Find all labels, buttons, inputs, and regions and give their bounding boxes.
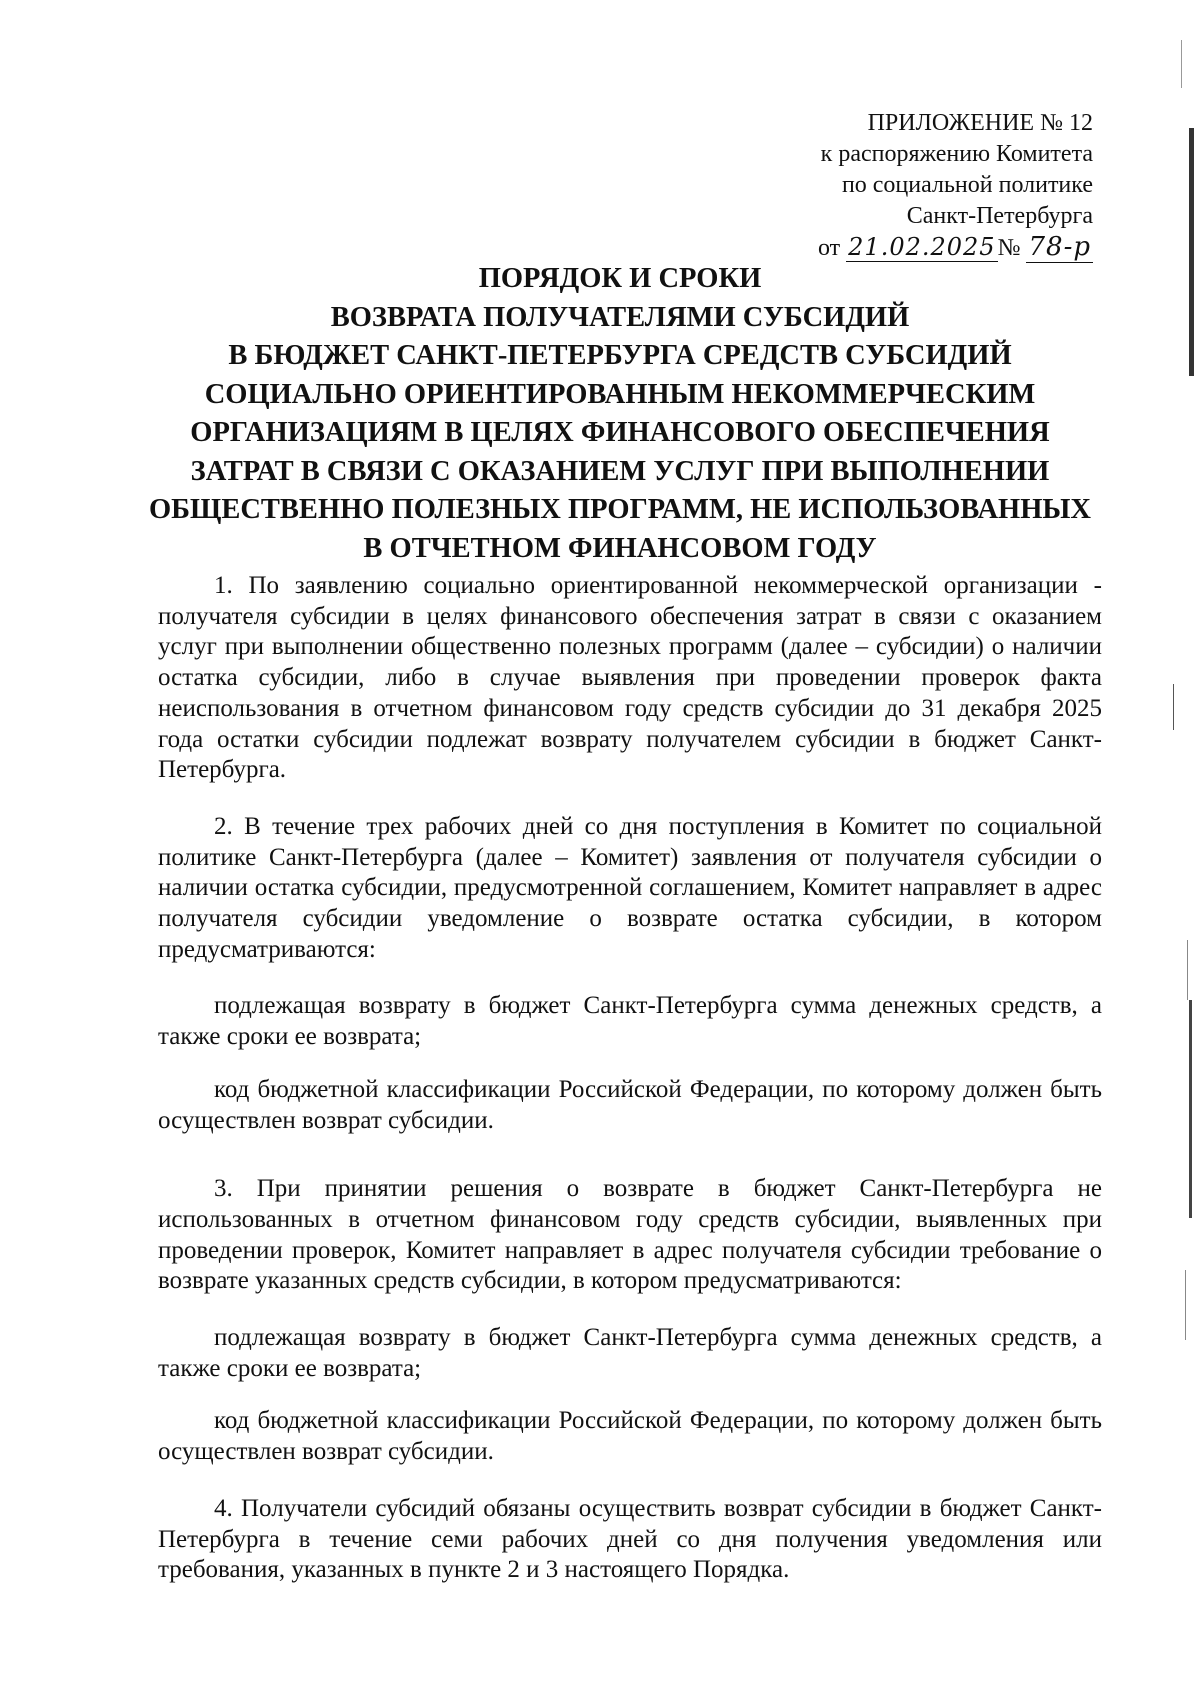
paragraph-1: 1. По заявлению социально ориентированной некоммерческой организации - получателя субсидии в целях финансового обеспечения затрат в связи с оказанием услуг при выполнении общественно полезных программ (далее – субсидии) о наличии остатка субсидии, либо в случае выявления при проведении проверок факта неиспользования в отчетном финансовом году средств субсидии до 31 декабря 2025 года остатки субсидии подлежат возврату получателем субсидии в бюджет Санкт-Петербурга.: [158, 572, 1102, 784]
scan-mark: [1189, 128, 1194, 376]
title-line: ОБЩЕСТВЕННО ПОЛЕЗНЫХ ПРОГРАММ, НЕ ИСПОЛЬЗОВАННЫХ: [149, 494, 1091, 525]
paragraph-2: 2. В течение трех рабочих дней со дня поступления в Комитет по социальной политике Санкт-Петербурга (далее – Комитет) заявления от получателя субсидии о наличии остатка субсидии, предусмотренной соглашением, Комитет направляет в адрес получателя субсидии уведомление о возврате остатка субсидии, в котором предусматриваются:: [158, 812, 1102, 963]
handwritten-date: 21.02.2025: [848, 233, 996, 261]
number-sign: №: [997, 235, 1021, 261]
scan-mark: [1185, 1270, 1186, 1340]
appendix-title: ПРИЛОЖЕНИЕ № 12: [867, 110, 1093, 136]
scan-mark: [1189, 1000, 1192, 1218]
paragraph-3-item-2: код бюджетной классификации Российской Федерации, по которому должен быть осуществлен возврат субсидии.: [158, 1407, 1102, 1466]
appendix-header: [818, 108, 1093, 264]
appendix-line-2: по социальной политике: [841, 172, 1093, 198]
scan-mark: [1187, 940, 1188, 1000]
title-line: В ОТЧЕТНОМ ФИНАНСОВОМ ГОДУ: [363, 532, 877, 564]
title-line: СОЦИАЛЬНО ОРИЕНТИРОВАННЫМ НЕКОММЕРЧЕСКИМ: [204, 378, 1036, 410]
title-line: ВОЗВРАТА ПОЛУЧАТЕЛЯМИ СУБСИДИЙ: [330, 301, 910, 333]
title-line: ЗАТРАТ В СВЯЗИ С ОКАЗАНИЕМ УСЛУГ ПРИ ВЫПОЛНЕНИИ: [190, 455, 1050, 487]
paragraph-3-item-1: подлежащая возврату в бюджет Санкт-Петербурга сумма денежных средств, а также сроки ее возврата;: [158, 1324, 1102, 1382]
paragraph-2-item-2: код бюджетной классификации Российской Федерации, по которому должен быть осуществлен возврат субсидии.: [158, 1075, 1102, 1134]
scan-mark: [1173, 684, 1174, 730]
scan-edge-marks: [1160, 0, 1200, 1696]
date-prefix: от: [817, 235, 841, 261]
scan-mark: [1181, 40, 1182, 88]
paragraph-3: 3. При принятии решения о возврате в бюджет Санкт-Петербурга не использованных в отчетном финансовом году средств субсидии, выявленных при проведении проверок, Комитет направляет в адрес получателя субсидии требование о возврате указанных средств субсидии, в котором предусматриваются:: [158, 1175, 1102, 1295]
handwritten-number: 78-р: [1028, 232, 1091, 262]
appendix-line-3: Санкт-Петербурга: [906, 203, 1093, 229]
appendix-line-1: к распоряжению Комитета: [820, 141, 1093, 167]
paragraph-2-item-1: подлежащая возврату в бюджет Санкт-Петербурга сумма денежных средств, а также сроки ее возврата;: [158, 992, 1102, 1051]
title-line: ОРГАНИЗАЦИЯМ В ЦЕЛЯХ ФИНАНСОВОГО ОБЕСПЕЧЕНИЯ: [190, 417, 1050, 448]
title-line: ПОРЯДОК И СРОКИ: [478, 263, 762, 294]
document-body: [158, 571, 1102, 1612]
document-title: [140, 260, 1100, 568]
title-line: В БЮДЖЕТ САНКТ-ПЕТЕРБУРГА СРЕДСТВ СУБСИДИЙ: [228, 340, 1012, 371]
paragraph-4: 4. Получатели субсидий обязаны осуществить возврат субсидии в бюджет Санкт-Петербурга в течение семи рабочих дней со дня получения уведомления или требования, указанных в пункте 2 и 3 настоящего Порядка.: [158, 1494, 1102, 1584]
